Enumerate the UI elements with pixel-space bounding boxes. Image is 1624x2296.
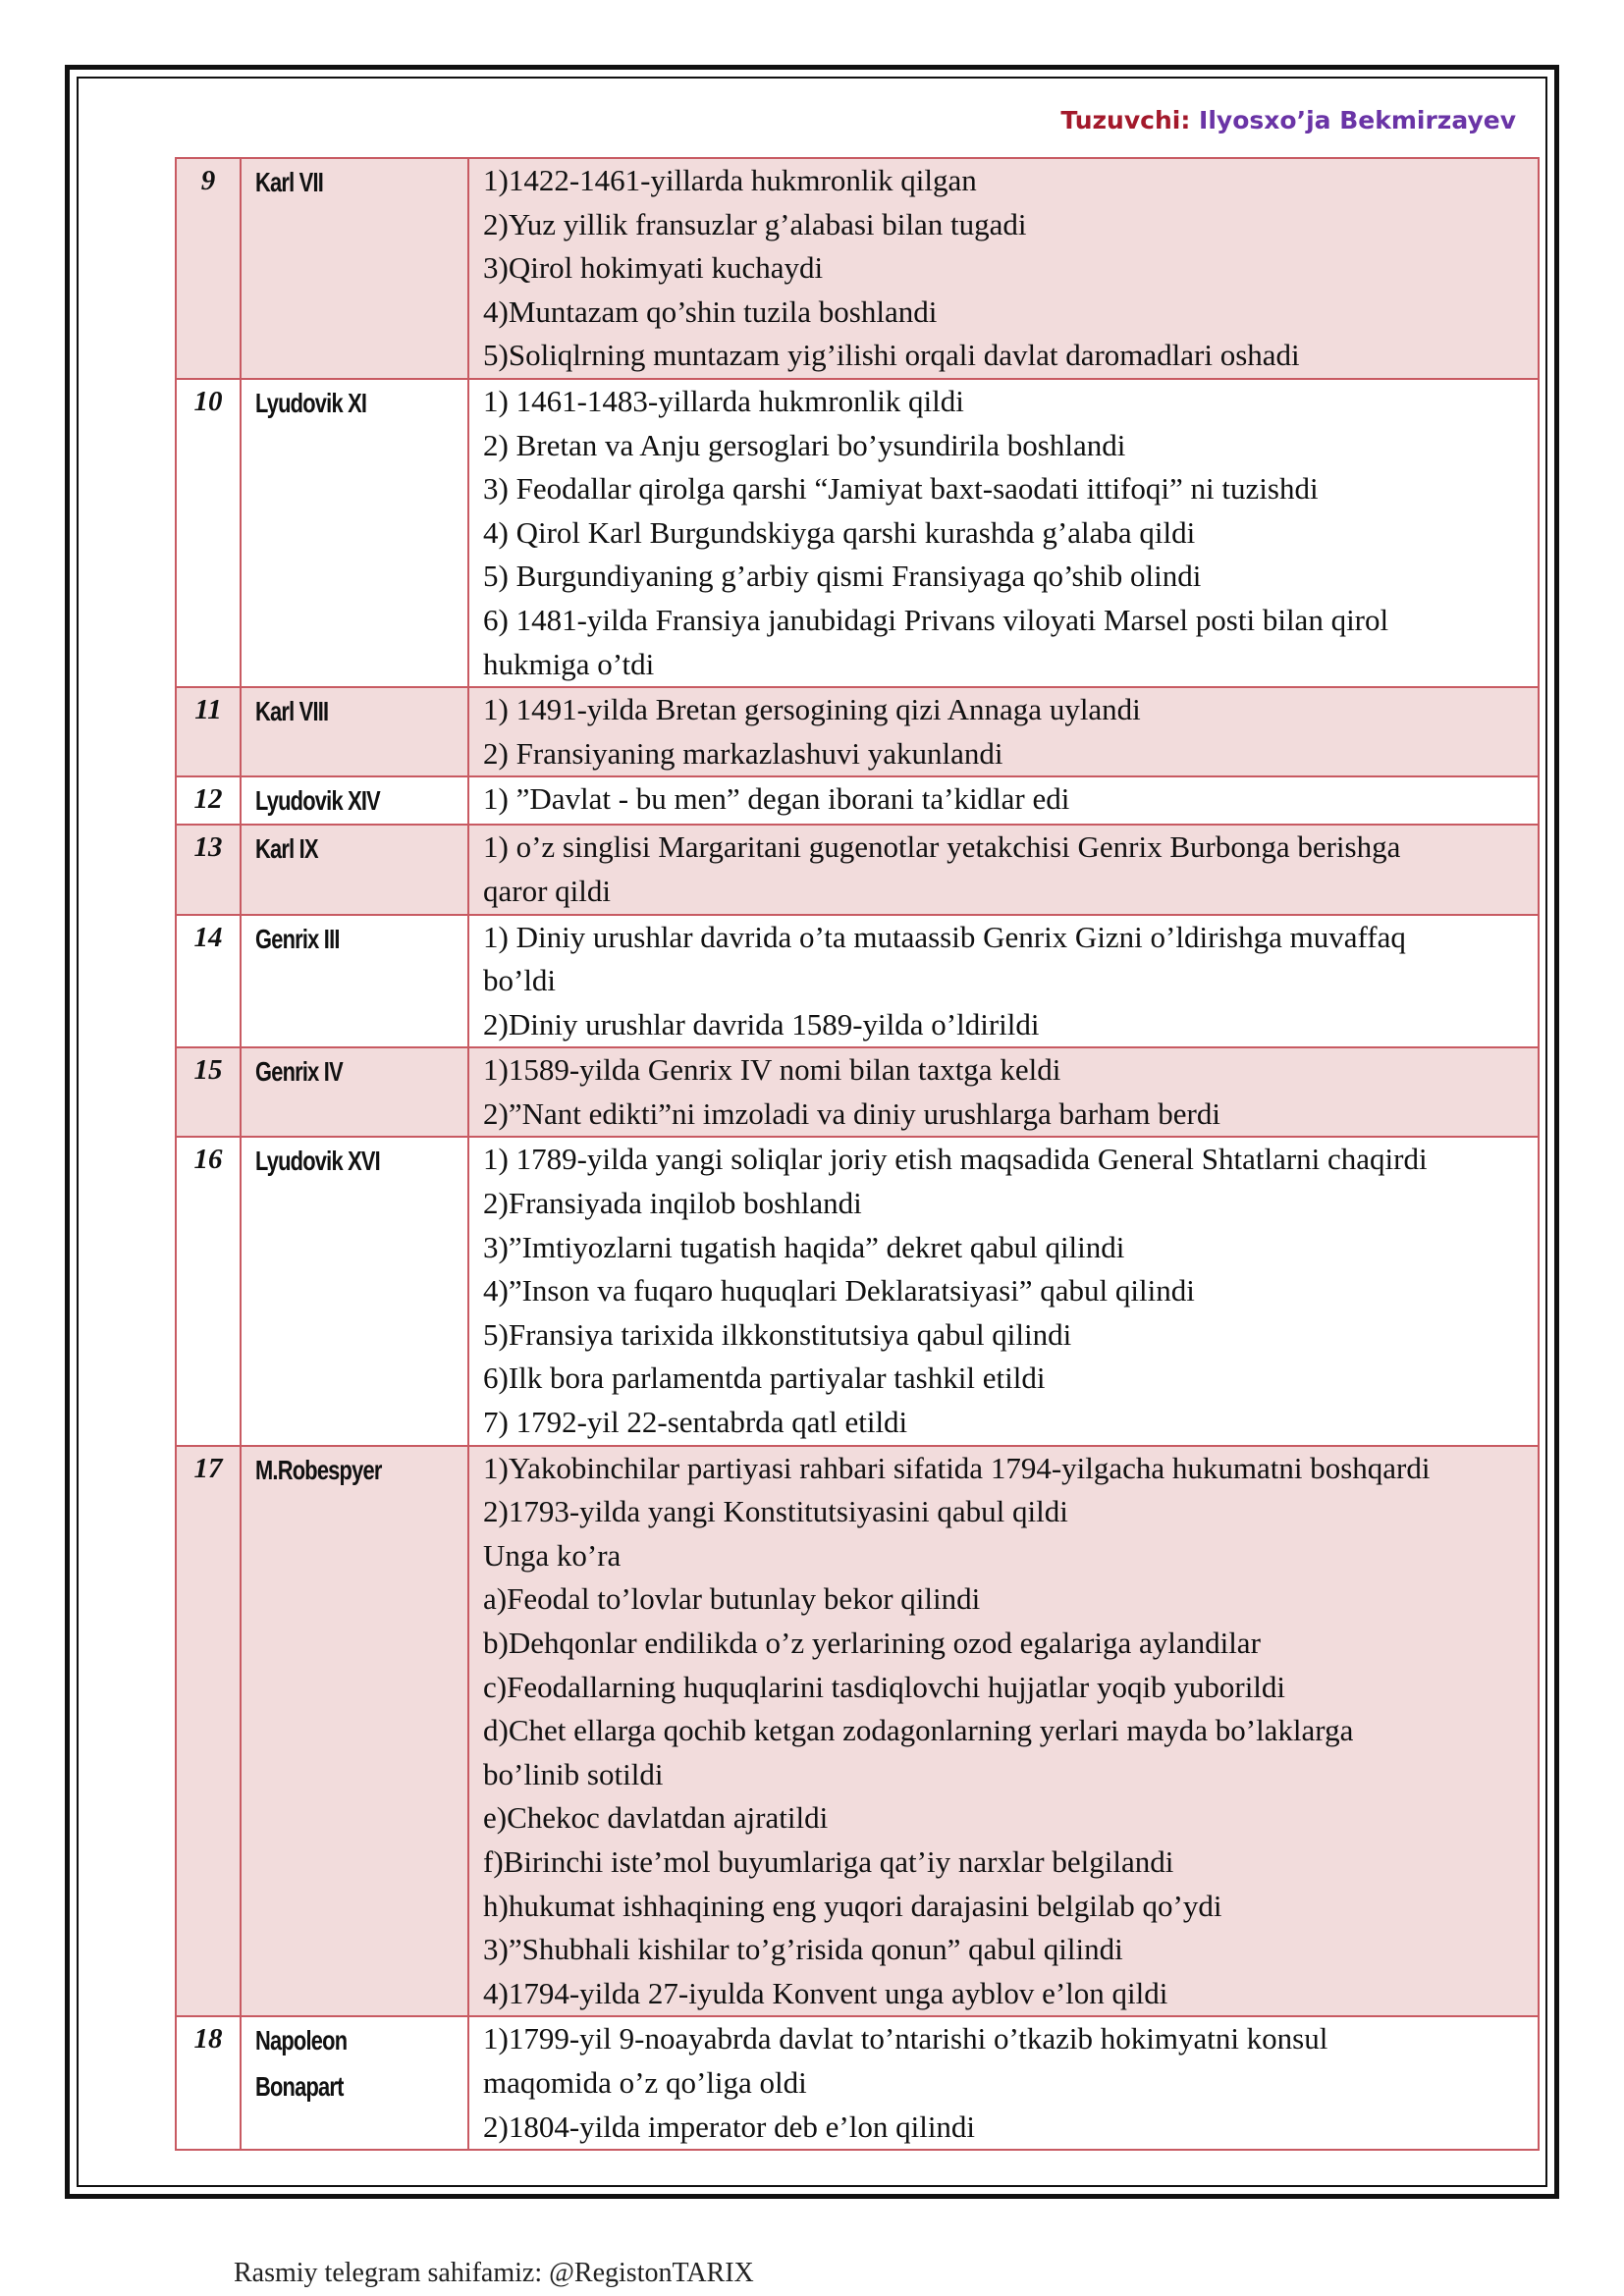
fact-line: 3)”Shubhali kishilar to’g’risida qonun” qabul qilindi — [483, 1932, 1123, 1967]
fact-line: 1) 1491-yilda Bretan gersogining qizi Annaga uylandi — [483, 692, 1141, 727]
fact-line: 1) Diniy urushlar davrida o’ta mutaassib Genrix Gizni o’ldirishga muvaffaq — [483, 919, 1406, 954]
fact-line: 4)Muntazam qo’shin tuzila boshlandi — [483, 294, 938, 329]
ruler-facts — [468, 2016, 1539, 2150]
fact-line: 1) o’z singlisi Margaritani gugenotlar yetakchisi Genrix Burbonga berishga — [483, 829, 1401, 865]
ruler-name — [241, 915, 468, 1048]
row-number: 10 — [176, 379, 241, 687]
fact-line: bo’ldi — [483, 963, 557, 998]
fact-line: 1)1422-1461-yillarda hukmronlik qilgan — [483, 163, 977, 197]
fact-line: 5)Fransiya tarixida ilkkonstitutsiya qabul qilindi — [483, 1316, 1072, 1352]
row-number: 18 — [176, 2016, 241, 2150]
fact-line: Unga ko’ra — [483, 1537, 622, 1573]
fact-line: 1)1799-yil 9-noayabrda davlat to’ntarishi o’tkazib hokimyatni konsul — [483, 2021, 1328, 2056]
fact-line: 1) 1789-yilda yangi soliqlar joriy etish maqsadida General Shtatlarni chaqirdi — [483, 1142, 1428, 1177]
ruler-name — [241, 1446, 468, 2017]
ruler-facts — [468, 687, 1539, 776]
ruler-facts — [468, 379, 1539, 687]
rulers-table — [175, 157, 1540, 2151]
fact-line: 4)”Inson va fuqaro huquqlari Deklaratsiyasi” qabul qilindi — [483, 1273, 1195, 1308]
ruler-name — [241, 1047, 468, 1137]
fact-line: maqomida o’z qo’liga oldi — [483, 2064, 807, 2100]
fact-line: 5)Soliqlrning muntazam yig’ilishi orqali davlat daromadlari oshadi — [483, 338, 1300, 373]
fact-line: 6)Ilk bora parlamentda partiyalar tashkil etildi — [483, 1361, 1046, 1396]
ruler-name — [241, 776, 468, 825]
fact-line: h)hukumat ishhaqining eng yuqori darajasini belgilab qo’ydi — [483, 1888, 1222, 1923]
fact-line: b)Dehqonlar endilikda o’z yerlarining ozod egalariga aylandilar — [483, 1626, 1261, 1660]
ruler-name — [241, 158, 468, 379]
fact-line: e)Chekoc davlatdan ajratildi — [483, 1800, 829, 1836]
ruler-name-line: Genrix III — [255, 923, 340, 954]
table-row — [176, 687, 1539, 776]
fact-line: 2)”Nant edikti”ni imzoladi va diniy urushlarga barham berdi — [483, 1095, 1220, 1131]
fact-line: a)Feodal to’lovlar butunlay bekor qilindi — [483, 1581, 981, 1617]
table-row — [176, 1137, 1539, 1445]
ruler-name-line: Genrix IV — [255, 1056, 343, 1088]
fact-line: f)Birinchi iste’mol buyumlariga qat’iy narxlar belgilandi — [483, 1843, 1174, 1879]
fact-line: d)Chet ellarga qochib ketgan zodagonlarning yerlari mayda bo’laklarga — [483, 1713, 1354, 1748]
row-number: 9 — [176, 158, 241, 379]
fact-line: 4)1794-yilda 27-iyulda Konvent unga ayblov e’lon qildi — [483, 1975, 1168, 2010]
ruler-name — [241, 825, 468, 914]
fact-line: 6) 1481-yilda Fransiya janubidagi Privans viloyati Marsel posti bilan qirol — [483, 602, 1389, 637]
table-row — [176, 158, 1539, 379]
ruler-name-line: Lyudovik XIV — [255, 785, 380, 817]
fact-line: 7) 1792-yil 22-sentabrda qatl etildi — [483, 1405, 908, 1440]
ruler-name-line: Bonapart — [255, 2071, 344, 2103]
ruler-name — [241, 1137, 468, 1445]
ruler-facts — [468, 825, 1539, 914]
author-header — [1060, 106, 1516, 134]
ruler-name — [241, 2016, 468, 2150]
row-number: 11 — [176, 687, 241, 776]
author-label: Tuzuvchi: — [1060, 106, 1191, 134]
fact-line: 5) Burgundiyaning g’arbiy qismi Fransiyaga qo’shib olindi — [483, 559, 1202, 594]
rulers-table-body — [176, 158, 1539, 2150]
ruler-name-line: Lyudovik XVI — [255, 1146, 380, 1177]
table-row — [176, 379, 1539, 687]
ruler-facts — [468, 776, 1539, 825]
table-row — [176, 776, 1539, 825]
table-row — [176, 2016, 1539, 2150]
fact-line: c)Feodallarning huquqlarini tasdiqlovchi hujjatlar yoqib yuborildi — [483, 1669, 1286, 1704]
fact-line: 2)1793-yilda yangi Konstitutsiyasini qabul qildi — [483, 1494, 1068, 1529]
fact-line: 1)1589-yilda Genrix IV nomi bilan taxtga keldi — [483, 1052, 1061, 1088]
fact-line: 4) Qirol Karl Burgundskiyga qarshi kurashda g’alaba qildi — [483, 514, 1196, 550]
ruler-name-line: Karl VIII — [255, 696, 329, 727]
ruler-name-line: M.Robespyer — [255, 1454, 382, 1485]
fact-line: 2)1804-yilda imperator deb e’lon qilindi — [483, 2109, 976, 2144]
fact-line: hukmiga o’tdi — [483, 646, 655, 681]
ruler-name — [241, 687, 468, 776]
row-number: 14 — [176, 915, 241, 1048]
ruler-name — [241, 379, 468, 687]
fact-line: 1) 1461-1483-yillarda hukmronlik qildi — [483, 383, 964, 418]
fact-line: 3)”Imtiyozlarni tugatish haqida” dekret qabul qilindi — [483, 1229, 1125, 1264]
table-row — [176, 915, 1539, 1048]
ruler-facts — [468, 1446, 1539, 2017]
row-number: 17 — [176, 1446, 241, 2017]
table-row — [176, 1047, 1539, 1137]
row-number: 12 — [176, 776, 241, 825]
fact-line: 3)Qirol hokimyati kuchaydi — [483, 250, 824, 286]
fact-line: 2)Yuz yillik fransuzlar g’alabasi bilan tugadi — [483, 206, 1027, 241]
ruler-facts — [468, 158, 1539, 379]
ruler-name-line: Lyudovik XI — [255, 387, 367, 418]
author-name: Ilyosxo’ja Bekmirzayev — [1199, 106, 1516, 134]
fact-line: 2) Bretan va Anju gersoglari bo’ysundirila boshlandi — [483, 427, 1126, 462]
ruler-name-line: Karl IX — [255, 833, 318, 865]
fact-line: qaror qildi — [483, 873, 611, 908]
fact-line: bo’linib sotildi — [483, 1756, 664, 1791]
fact-line: 2)Fransiyada inqilob boshlandi — [483, 1186, 862, 1221]
fact-line: 1) ”Davlat - bu men” degan iborani ta’kidlar edi — [483, 781, 1070, 817]
row-number: 15 — [176, 1047, 241, 1137]
row-number: 13 — [176, 825, 241, 914]
ruler-facts — [468, 1047, 1539, 1137]
fact-line: 2) Fransiyaning markazlashuvi yakunlandi — [483, 735, 1003, 771]
fact-line: 1)Yakobinchilar partiyasi rahbari sifatida 1794-yilgacha hukumatni boshqardi — [483, 1450, 1431, 1485]
ruler-facts — [468, 915, 1539, 1048]
fact-line: 2)Diniy urushlar davrida 1589-yilda o’ldirildi — [483, 1006, 1040, 1041]
table-row — [176, 1446, 1539, 2017]
table-row — [176, 825, 1539, 914]
ruler-facts — [468, 1137, 1539, 1445]
ruler-name-line: Karl VII — [255, 167, 324, 197]
ruler-name-line: Napoleon — [255, 2025, 348, 2056]
fact-line: 3) Feodallar qirolga qarshi “Jamiyat baxt-saodati ittifoqi” ni tuzishdi — [483, 471, 1319, 507]
footer-telegram: Rasmiy telegram sahifamiz: @RegistonTARIX — [234, 2258, 754, 2288]
row-number: 16 — [176, 1137, 241, 1445]
